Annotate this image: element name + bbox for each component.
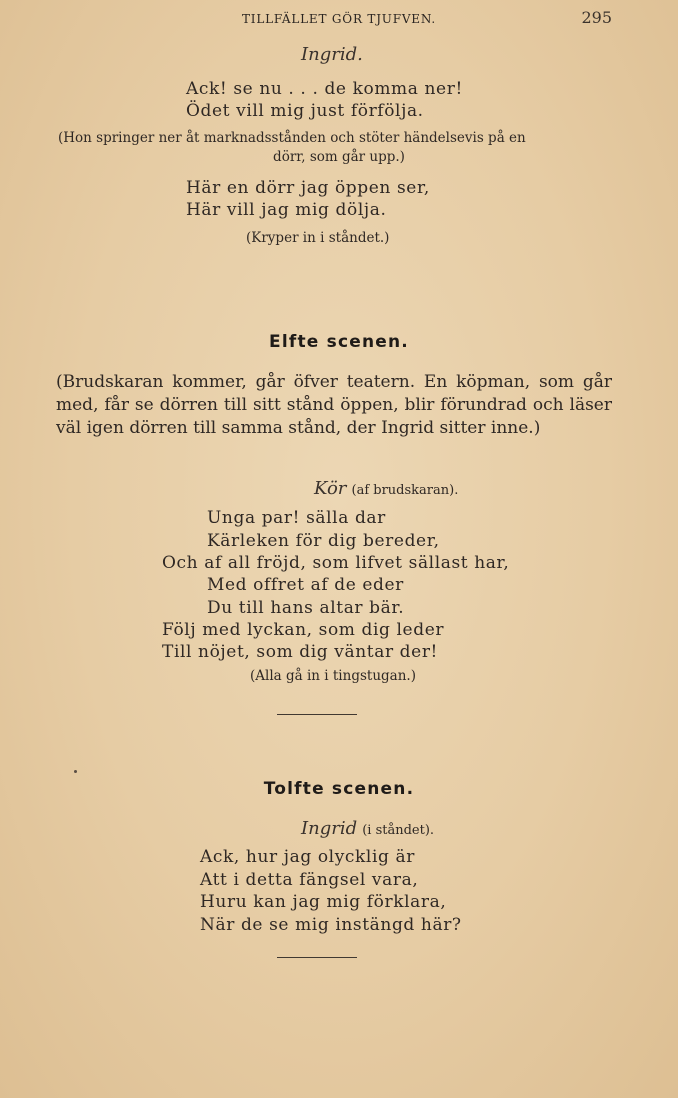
running-header: TILLFÄLLET GÖR TJUFVEN. <box>241 12 437 26</box>
stage-direction: (Hon springer ner åt marknadsstånden och stöter händelsevis på en <box>58 130 526 146</box>
verse-line: Följ med lyckan, som dig leder <box>162 620 445 640</box>
scene-heading: Elfte scenen. <box>269 332 409 352</box>
verse-line: Här en dörr jag öppen ser, <box>186 178 430 198</box>
section-divider <box>277 957 357 958</box>
scene-heading: Tolfte scenen. <box>263 779 415 799</box>
verse-line: När de se mig instängd här? <box>200 915 462 935</box>
verse-line: Kärleken för dig bereder, <box>207 531 440 551</box>
verse-line: Här vill jag mig dölja. <box>186 200 387 220</box>
verse-line: Ack! se nu . . . de komma ner! <box>186 79 463 99</box>
speaker-note: (af brudskaran). <box>351 483 459 498</box>
stage-direction: (Alla gå in i tingstugan.) <box>250 668 416 684</box>
verse-line: Huru kan jag mig förklara, <box>200 892 447 912</box>
stage-direction: (Kryper in i ståndet.) <box>246 230 390 246</box>
speaker-ingrid: Ingrid. <box>301 44 363 65</box>
stage-direction: dörr, som går upp.) <box>273 149 405 165</box>
page-speck <box>74 770 77 773</box>
verse-line: Du till hans altar bär. <box>207 598 405 618</box>
verse-line: Ack, hur jag olycklig är <box>200 847 415 867</box>
speaker-chorus <box>314 478 458 500</box>
verse-line: Unga par! sälla dar <box>207 508 386 528</box>
page-number: 295 <box>581 8 612 27</box>
speaker-note: (i ståndet). <box>362 823 435 838</box>
section-divider <box>277 714 357 715</box>
verse-line: Ödet vill mig just förfölja. <box>186 101 424 121</box>
speaker-name: Kör <box>314 478 347 499</box>
speaker-ingrid <box>301 818 434 840</box>
verse-line: Till nöjet, som dig väntar der! <box>162 642 438 662</box>
verse-line: Med offret af de eder <box>207 575 404 595</box>
verse-line: Att i detta fängsel vara, <box>200 870 419 890</box>
verse-line: Och af all fröjd, som lifvet sällast har, <box>162 553 510 573</box>
speaker-name: Ingrid <box>301 818 358 839</box>
stage-direction-prose: (Brudskaran kommer, går öfver teatern. En köpman, som går med, får se dörren till sitt stånd öppen, blir förundrad och läser väl igen dörren till samma stånd, der Ingrid sitter inne.) <box>56 372 612 438</box>
